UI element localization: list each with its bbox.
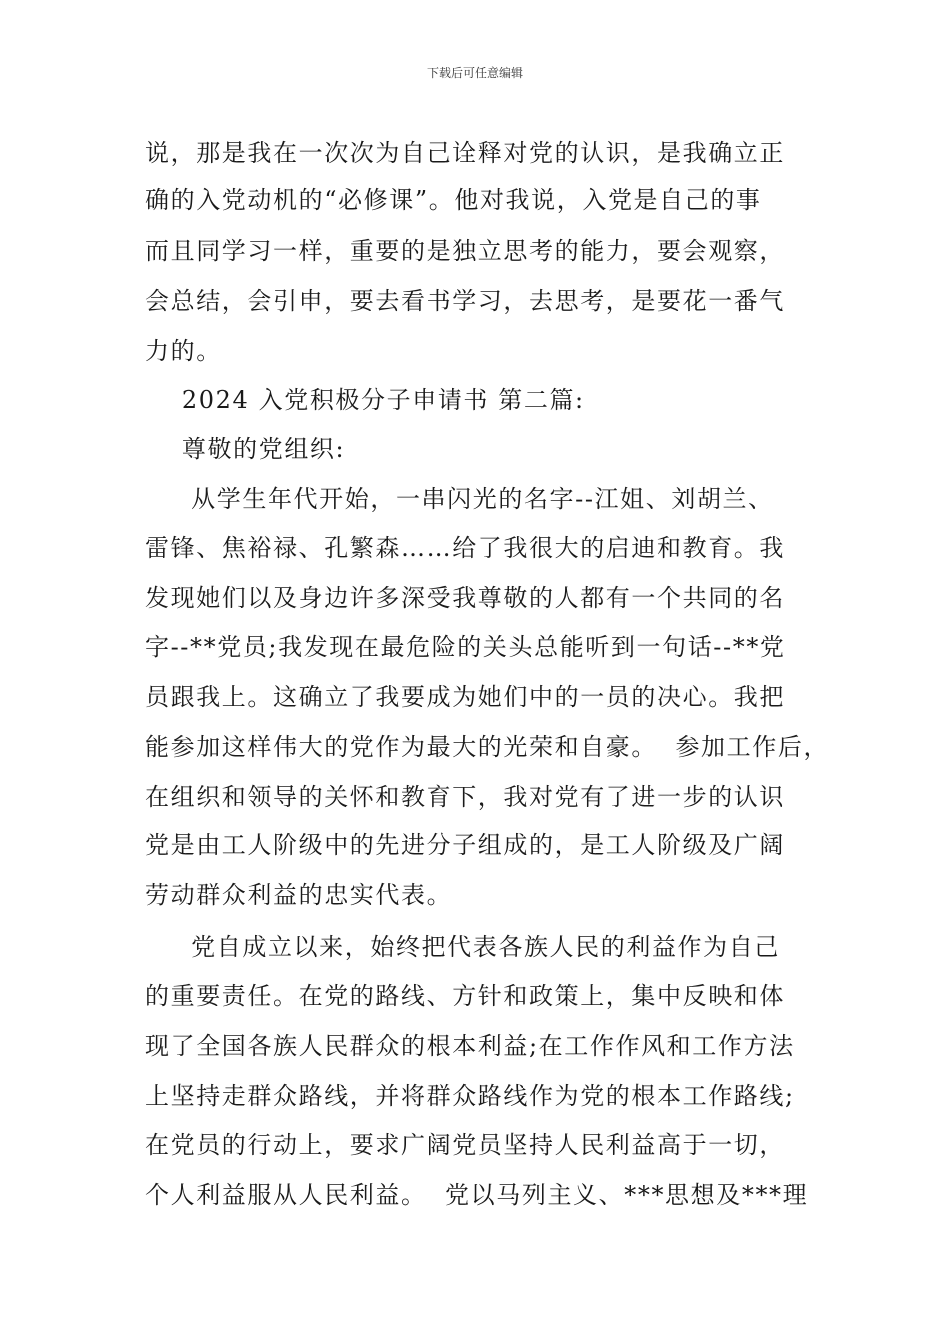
text-line: 在组织和领导的关怀和教育下，我对党有了进一步的认识	[145, 783, 785, 811]
text-line: 确的入党动机的“必修课”。他对我说，入党是自己的事	[145, 186, 762, 214]
text-line: 劳动群众利益的忠实代表。	[145, 881, 453, 909]
text-line: 雷锋、焦裕禄、孔繁森……给了我很大的启迪和教育。我	[145, 534, 785, 562]
text-line: 发现她们以及身边许多深受我尊敬的人都有一个共同的名	[145, 584, 785, 612]
text-line: 党是由工人阶级中的先进分子组成的，是工人阶级及广阔	[145, 831, 785, 859]
text-line: 在党员的行动上，要求广阔党员坚持人民利益高于一切，	[145, 1131, 785, 1159]
text-line: 从学生年代开始，一串闪光的名字--江姐、刘胡兰、	[145, 485, 774, 513]
text-line: 的重要责任。在党的路线、方针和政策上，集中反映和体	[145, 982, 785, 1010]
text-line: 字--**党员;我发现在最危险的关头总能听到一句话--**党	[145, 633, 786, 661]
text-line: 能参加这样伟大的党作为最大的光荣和自豪。 参加工作后，	[145, 733, 830, 761]
text-line: 会总结，会引申，要去看书学习，去思考，是要花一番气	[145, 287, 785, 315]
text-line: 而且同学习一样，重要的是独立思考的能力，要会观察，	[145, 237, 785, 265]
text-line: 个人利益服从人民利益。 党以马列主义、***思想及***理	[145, 1181, 809, 1209]
text-line: 党自成立以来，始终把代表各族人民的利益作为自己	[145, 933, 780, 961]
text-line: 上坚持走群众路线，并将群众路线作为党的根本工作路线;	[145, 1082, 795, 1110]
text-line: 现了全国各族人民群众的根本利益;在工作作风和工作方法	[145, 1032, 795, 1060]
page-header: 下载后可任意编辑	[426, 66, 523, 80]
text-line: 力的。	[145, 337, 222, 365]
salutation: 尊敬的党组织:	[145, 435, 346, 463]
text-line: 员跟我上。这确立了我要成为她们中的一员的决心。我把	[145, 683, 785, 711]
text-line: 说，那是我在一次次为自己诠释对党的认识，是我确立正	[145, 139, 785, 167]
section-heading: 2024 入党积极分子申请书 第二篇:	[145, 386, 585, 414]
